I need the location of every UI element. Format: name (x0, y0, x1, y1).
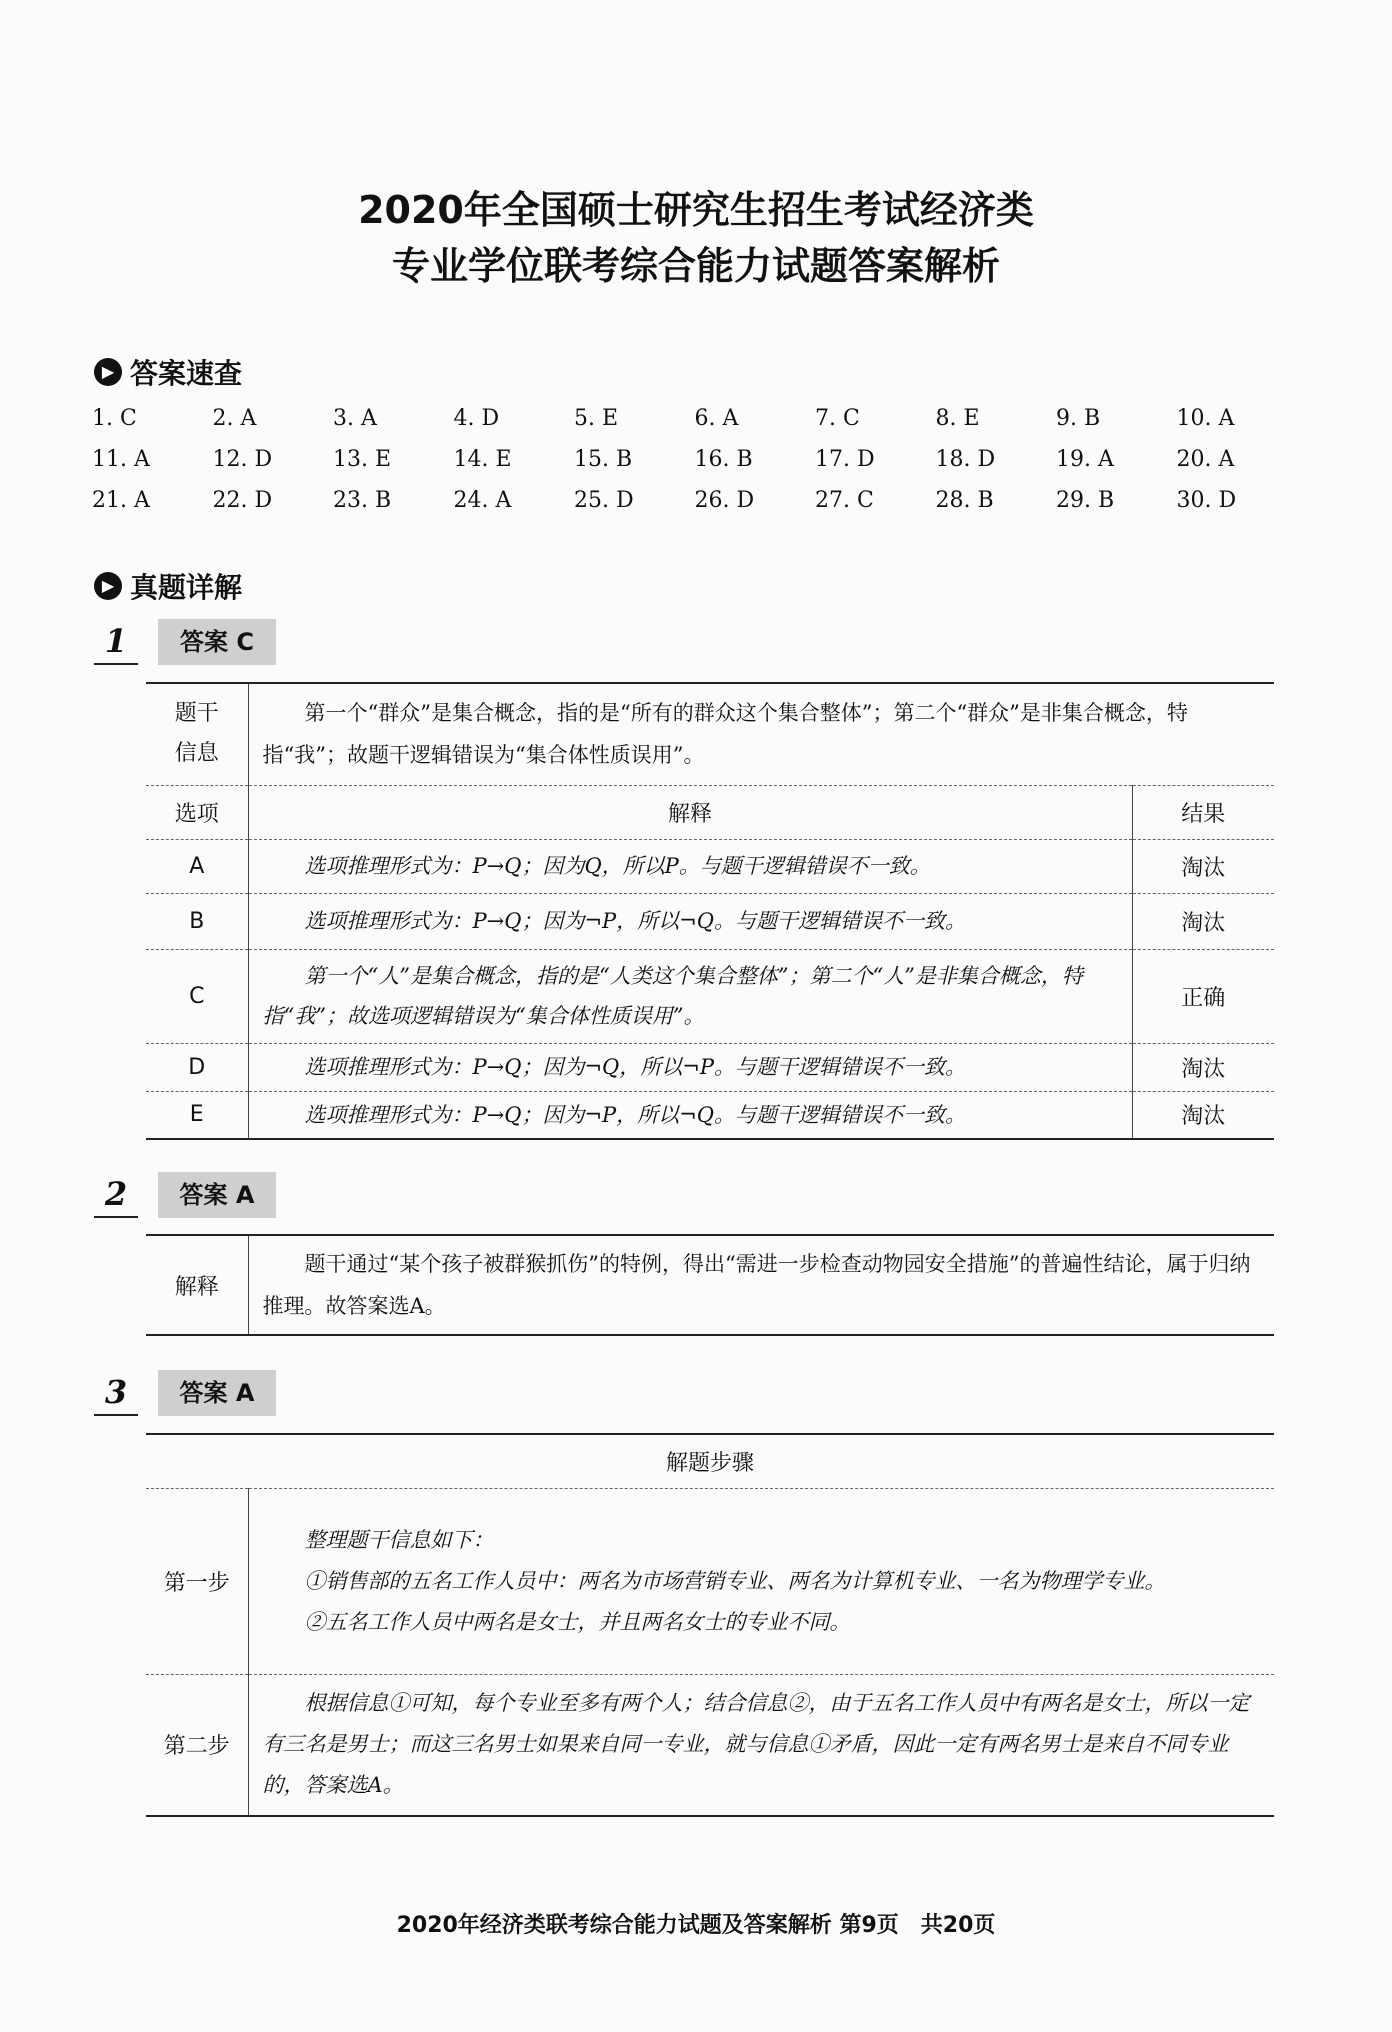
answer-tag: 答案 A (158, 1370, 276, 1416)
step-row (146, 1674, 1274, 1816)
quick-answers-heading-text: 答案速查 (130, 357, 243, 390)
option-result: 正确 (1132, 949, 1274, 1043)
answer-item: 13. E (333, 447, 392, 472)
steps-header-row (146, 1434, 1274, 1488)
option-label: E (146, 1091, 248, 1139)
answer-item: 28. B (935, 488, 994, 513)
question-2-table (146, 1234, 1274, 1336)
step-line: ②五名工作人员中两名是女士，并且两名女士的专业不同。 (304, 1609, 851, 1634)
answer-item: 20. A (1176, 447, 1235, 472)
answer-item: 7. C (815, 406, 860, 431)
answer-item: 16. B (694, 447, 753, 472)
answer-item: 15. B (574, 447, 633, 472)
question-number: 3 (94, 1370, 138, 1416)
answer-item: 26. D (694, 488, 755, 513)
answer-tag: 答案 C (158, 619, 276, 665)
question-number: 2 (94, 1172, 138, 1218)
answer-item: 18. D (935, 447, 996, 472)
explanation-text: 题干通过“某个孩子被群猴抓伤”的特例，得出“需进一步检查动物园安全措施”的普遍性结论，属于归纳推理。故答案选A。 (248, 1235, 1274, 1335)
step-text (248, 1488, 1274, 1674)
option-analysis: 选项推理形式为：P→Q；因为¬P，所以¬Q。与题干逻辑错误不一致。 (248, 893, 1132, 949)
table-row (146, 1043, 1274, 1091)
title-line-1: 2020年全国硕士研究生招生考试经济类 (358, 188, 1034, 232)
explanation-label: 解释 (146, 1235, 248, 1335)
answer-item: 8. E (935, 406, 980, 431)
stem-label (146, 683, 248, 785)
answer-item: 6. A (694, 406, 739, 431)
answer-item: 30. D (1176, 488, 1237, 513)
col-analysis: 解释 (248, 785, 1132, 839)
question-3-table (146, 1433, 1274, 1817)
stem-text: 第一个“群众”是集合概念，指的是“所有的群众这个集合整体”；第二个“群众”是非集合概念，特指“我”；故题干逻辑错误为“集合体性质误用”。 (248, 683, 1274, 785)
question-number: 1 (94, 619, 138, 665)
option-analysis: 选项推理形式为：P→Q；因为¬P，所以¬Q。与题干逻辑错误不一致。 (248, 1091, 1132, 1139)
option-analysis: 选项推理形式为：P→Q；因为Q，所以P。与题干逻辑错误不一致。 (248, 839, 1132, 893)
col-option: 选项 (146, 785, 248, 839)
step-line: ①销售部的五名工作人员中：两名为市场营销专业、两名为计算机专业、一名为物理学专业。 (304, 1568, 1166, 1593)
header-row (146, 785, 1274, 839)
step-label: 第二步 (146, 1674, 248, 1816)
option-label: D (146, 1043, 248, 1091)
details-heading (94, 566, 242, 606)
answer-item: 22. D (212, 488, 273, 513)
quick-answers-grid (92, 398, 1272, 521)
answer-item: 11. A (92, 447, 150, 472)
col-result: 结果 (1132, 785, 1274, 839)
arrow-right-icon: ▶ (94, 358, 122, 386)
option-label: C (146, 949, 248, 1043)
answer-item: 1. C (92, 406, 137, 431)
explanation-row (146, 1235, 1274, 1335)
step-label: 第一步 (146, 1488, 248, 1674)
stem-row (146, 683, 1274, 785)
answer-item: 14. E (453, 447, 512, 472)
details-heading-text: 真题详解 (130, 571, 243, 604)
answer-item: 10. A (1176, 406, 1235, 431)
option-result: 淘汰 (1132, 893, 1274, 949)
answer-item: 19. A (1056, 447, 1114, 472)
table-row (146, 1091, 1274, 1139)
answer-item: 12. D (212, 447, 273, 472)
option-label: A (146, 839, 248, 893)
table-row (146, 839, 1274, 893)
answer-item: 5. E (574, 406, 619, 431)
option-result: 淘汰 (1132, 1091, 1274, 1139)
stem-label-line: 题干 (174, 701, 219, 727)
answer-item: 17. D (815, 447, 875, 472)
table-row (146, 949, 1274, 1043)
answer-item: 21. A (92, 488, 150, 513)
title-line-2: 专业学位联考综合能力试题答案解析 (391, 244, 1000, 288)
page-footer: 2020年经济类联考综合能力试题及答案解析 第9页 共20页 (396, 1913, 996, 1938)
arrow-right-icon: ▶ (94, 572, 122, 600)
answer-tag: 答案 A (158, 1172, 276, 1218)
step-line: 整理题干信息如下： (304, 1527, 494, 1552)
table-row (146, 893, 1274, 949)
stem-label-line: 信息 (174, 741, 219, 767)
quick-answers-heading (94, 352, 242, 392)
answer-item: 29. B (1056, 488, 1115, 513)
option-label: B (146, 893, 248, 949)
option-result: 淘汰 (1132, 839, 1274, 893)
option-analysis: 选项推理形式为：P→Q；因为¬Q，所以¬P。与题干逻辑错误不一致。 (248, 1043, 1132, 1091)
answer-item: 3. A (333, 406, 377, 431)
answer-item: 2. A (212, 406, 257, 431)
step-text: 根据信息①可知，每个专业至多有两个人；结合信息②，由于五名工作人员中有两名是女士，所以一定有三名是男士；而这三名男士如果来自同一专业，就与信息①矛盾，因此一定有两名男士是来自不同专业的，答案选A。 (248, 1674, 1274, 1816)
steps-header: 解题步骤 (146, 1434, 1274, 1488)
question-1-table (146, 682, 1274, 1140)
option-analysis: 第一个“人”是集合概念，指的是“人类这个集合整体”；第二个“人”是非集合概念，特指“我”；故选项逻辑错误为“集合体性质误用”。 (248, 949, 1132, 1043)
answer-item: 9. B (1056, 406, 1101, 431)
option-result: 淘汰 (1132, 1043, 1274, 1091)
answer-item: 27. C (815, 488, 874, 513)
answer-item: 25. D (574, 488, 634, 513)
answer-item: 23. B (333, 488, 392, 513)
page-title (0, 182, 1392, 294)
step-row (146, 1488, 1274, 1674)
answer-item: 24. A (453, 488, 512, 513)
answer-item: 4. D (453, 406, 500, 431)
